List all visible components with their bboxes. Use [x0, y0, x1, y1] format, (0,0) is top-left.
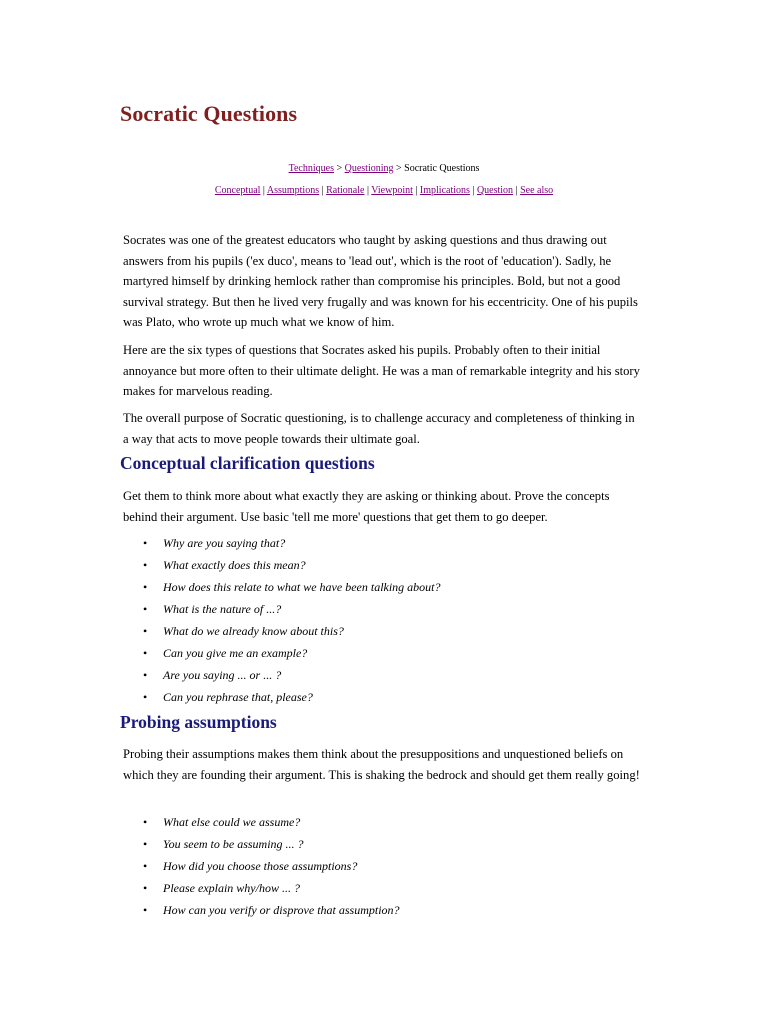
- anchor-separator: |: [319, 185, 327, 196]
- assumptions-question-list: [123, 811, 623, 921]
- bullet-icon: •: [143, 580, 148, 594]
- bullet-icon: •: [143, 624, 148, 638]
- list-item: [123, 833, 623, 855]
- heading-conceptual-clarification: Conceptual clarification questions: [120, 453, 375, 473]
- bullet-icon: •: [143, 602, 148, 616]
- conceptual-description: Get them to think more about what exactly they are asking or thinking about. Prove the concepts behind their argument. Use basic 'tell me more' questions that get them to go deeper.: [123, 489, 610, 524]
- question-text: Can you rephrase that, please?: [163, 690, 313, 704]
- question-text: You seem to be assuming ... ?: [163, 837, 304, 851]
- breadcrumb-link-techniques[interactable]: Techniques: [288, 163, 334, 174]
- anchor-separator: |: [364, 185, 372, 196]
- list-item: [123, 532, 623, 554]
- question-text: What do we already know about this?: [163, 624, 344, 638]
- bullet-icon: •: [143, 859, 148, 873]
- list-item: [123, 686, 623, 708]
- anchor-link-rationale[interactable]: Rationale: [326, 185, 365, 196]
- anchor-link-implications[interactable]: Implications: [419, 185, 470, 196]
- question-text: Please explain why/how ... ?: [163, 881, 300, 895]
- bullet-icon: •: [143, 881, 148, 895]
- page-title: Socratic Questions: [120, 101, 298, 126]
- list-item: [123, 620, 623, 642]
- anchor-separator: |: [513, 185, 521, 196]
- anchor-link-assumptions[interactable]: Assumptions: [266, 185, 320, 196]
- breadcrumb: [0, 162, 768, 176]
- bullet-icon: •: [143, 903, 148, 917]
- bullet-icon: •: [143, 646, 148, 660]
- assumptions-description-block: [123, 744, 643, 785]
- bullet-icon: •: [143, 837, 148, 851]
- section-anchor-nav: [0, 184, 768, 198]
- intro-paragraph-1-block: [123, 230, 643, 333]
- intro-paragraph-2-block: [123, 340, 643, 402]
- list-item: [123, 598, 623, 620]
- list-item: [123, 855, 623, 877]
- list-item: [123, 899, 623, 921]
- anchor-link-question[interactable]: Question: [476, 185, 514, 196]
- question-text: Are you saying ... or ... ?: [163, 668, 282, 682]
- bullet-icon: •: [143, 668, 148, 682]
- breadcrumb-separator: >: [333, 163, 345, 174]
- anchor-separator: |: [469, 185, 477, 196]
- breadcrumb-separator: >: [393, 163, 405, 174]
- anchor-link-conceptual[interactable]: Conceptual: [214, 185, 261, 196]
- intro-paragraph-3: The overall purpose of Socratic questioning, is to challenge accuracy and completeness of thinking in a way that acts to move people towards their ultimate goal.: [123, 411, 635, 446]
- anchor-separator: |: [260, 185, 267, 196]
- conceptual-description-block: [123, 486, 643, 527]
- bullet-icon: •: [143, 536, 148, 550]
- heading-probing-assumptions: Probing assumptions: [120, 712, 277, 732]
- list-item: [123, 576, 623, 598]
- anchor-link-see-also[interactable]: See also: [520, 185, 554, 196]
- intro-paragraph-1: Socrates was one of the greatest educators who taught by asking questions and thus drawing out answers from his pupils ('ex duco', means to 'lead out', which is the root of 'education'). Sadly, he martyred himself by drinking hemlock rather than compromise his principles. Bold, but not a good survival strategy. But then he lived very frugally and was known for his eccentricity. One of his pupils was Plato, who wrote up much what we know of him.: [123, 233, 638, 329]
- anchor-separator: |: [412, 185, 420, 196]
- list-item: [123, 811, 623, 833]
- list-item: [123, 877, 623, 899]
- question-text: What is the nature of ...?: [163, 602, 282, 616]
- list-item: [123, 664, 623, 686]
- bullet-icon: •: [143, 558, 148, 572]
- list-item: [123, 554, 623, 576]
- conceptual-question-list: [123, 532, 623, 708]
- list-item: [123, 642, 623, 664]
- breadcrumb-current: Socratic Questions: [404, 163, 480, 174]
- question-text: Can you give me an example?: [163, 646, 308, 660]
- question-text: How does this relate to what we have been talking about?: [163, 580, 441, 594]
- question-text: Why are you saying that?: [163, 536, 286, 550]
- anchor-link-viewpoint[interactable]: Viewpoint: [371, 185, 413, 196]
- bullet-icon: •: [143, 815, 148, 829]
- bullet-icon: •: [143, 690, 148, 704]
- question-text: How can you verify or disprove that assumption?: [163, 903, 400, 917]
- question-text: What else could we assume?: [163, 815, 301, 829]
- question-text: What exactly does this mean?: [163, 558, 306, 572]
- breadcrumb-link-questioning[interactable]: Questioning: [344, 163, 394, 174]
- intro-paragraph-3-block: [123, 408, 643, 449]
- assumptions-description: Probing their assumptions makes them think about the presuppositions and unquestioned beliefs on which they are founding their argument. This is shaking the bedrock and should get them really going!: [123, 747, 640, 782]
- intro-paragraph-2: Here are the six types of questions that Socrates asked his pupils. Probably often to their initial annoyance but more often to their ultimate delight. He was a man of remarkable integrity and his story makes for marvelous reading.: [123, 343, 640, 398]
- question-text: How did you choose those assumptions?: [163, 859, 358, 873]
